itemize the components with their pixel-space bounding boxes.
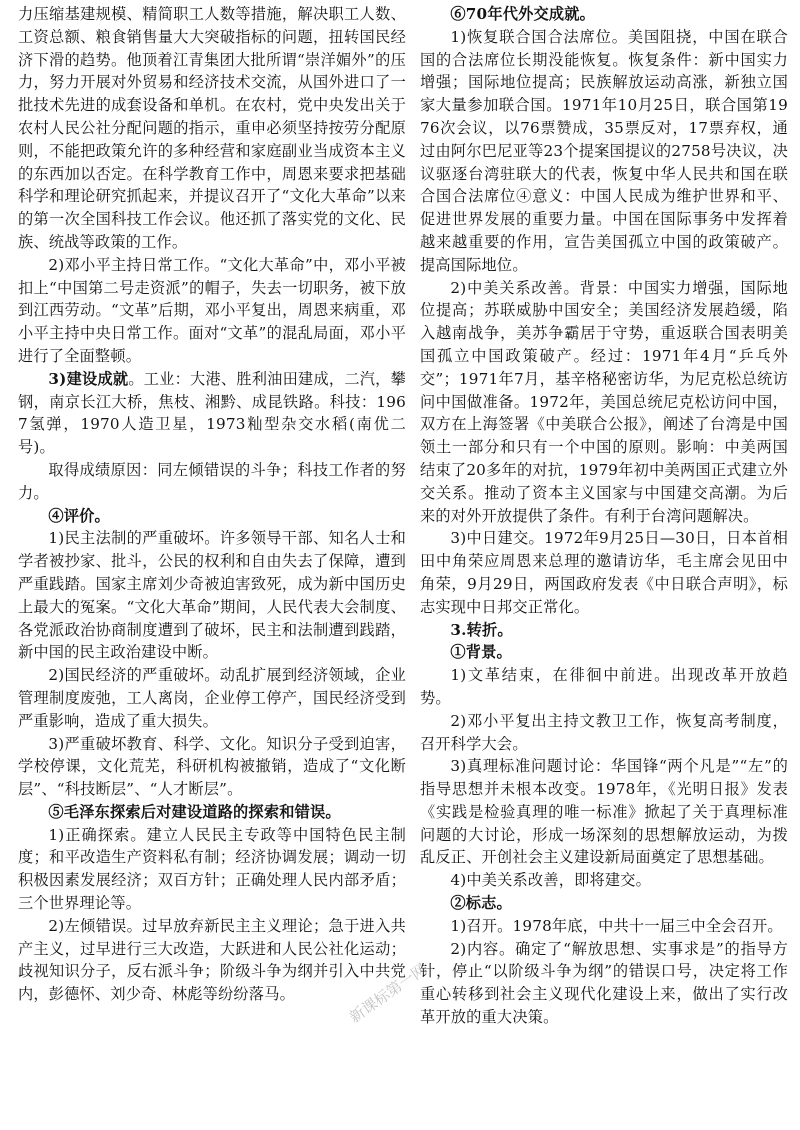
paragraph: 3)严重破坏教育、科学、文化。知识分子受到迫害，学校停课，文化荒芜，科研机构被撤销，造成了“文化断层”、“科技断层”、“人才断层”。 (18, 734, 406, 799)
paragraph: 1)文革结束，在徘徊中前进。出现改革开放趋势。 (420, 666, 788, 707)
paragraph-label: 3)建设成就 (48, 369, 129, 388)
right-column (420, 3, 788, 1029)
paragraph: 3)真理标准问题讨论：华国锋“两个凡是”“左”的指导思想并未根本改变。1978年，《光明日报》发表《实践是检验真理的唯一标准》掀起了关于真理标准问题的大讨论，形成一场深刻的思想解放运动，为拨乱反正、开创社会主义建设新局面奠定了思想基础。 (420, 757, 788, 867)
paragraph: 4)中美关系改善，即将建交。 (450, 871, 652, 890)
section-heading: ⑥70年代外交成就。 (450, 5, 596, 23)
paragraph: 2)邓小平复出主持文教卫工作，恢复高考制度，召开科学大会。 (420, 711, 788, 753)
paragraph: 2)左倾错误。过早放弃新民主主义理论；急于进入共产主义，过早进行三大改造，大跃进和人民公社化运动；歧视知识分子，反右派斗争；阶级斗争为纲并引入中共党内，彭德怀、刘少奇、林彪等纷纷落马。 (18, 916, 406, 1004)
section-heading: 3.转折。 (450, 620, 513, 639)
paragraph: 力压缩基建规模、精简职工人数等措施，解决职工人数、工资总额、粮食销售量大大突破指标的问题，扭转国民经济下滑的趋势。他顶着江青集团大批所谓“崇洋媚外”的压力，努力开展对外贸易和经济技术交流，从国外进口了一批技术先进的成套设备和单机。在农村，党中央发出关于农村人民公社分配问题的指示，重申必须坚持按劳分配原则，不能把政策允许的多种经营和家庭副业当成资本主义的东西加以否定。在科学教育工作中，周恩来要求把基础科学和理论研究抓起来，并提议召开了“文化大革命”以来的第一次全国科技工作会议。他还抓了落实党的文化、民族、统战等政策的工作。 (18, 5, 406, 251)
section-heading: ④评价。 (48, 506, 110, 525)
watermark: 新课标第一网 (346, 960, 431, 1027)
paragraph: 1)召开。1978年底，中共十一届三中全会召开。 (450, 916, 783, 935)
paragraph-text: 。工业：大港、胜利油田建成，二汽，攀钢，南京长江大桥，焦枝、湘黔、成昆铁路。科技：1967氢弹，1970人造卫星，1973籼型杂交水稻(南优二号)。 (18, 369, 406, 457)
paragraph: 2)中美关系改善。背景：中国实力增强，国际地位提高；苏联威胁中国安全；美国经济发展趋缓，陷入越南战争，美苏争霸居于守势，重返联合国表明美国孤立中国政策破产。经过：1971年4月“乒乓外交”；1971年7月，基辛格秘密访华，为尼克松总统访问中国做准备。1972年，美国总统尼克松访问中国，双方在上海签署《中美联合公报》，阐述了台湾是中国领土一部分和只有一个中国的原则。影响：中美两国结束了20多年的对抗，1979年初中美两国正式建立外交关系。推动了资本主义国家与中国建交高潮。为后来的对外开放提供了条件。有利于台湾问题解决。 (420, 278, 788, 525)
paragraph: 取得成绩原因：同左倾错误的斗争；科技工作者的努力。 (18, 460, 406, 502)
left-column (18, 3, 406, 1006)
paragraph: 2)内容。确定了“解放思想、实事求是”的指导方针，停止“以阶级斗争为纲”的错误口号，决定将工作重心转移到社会主义现代化建设上来，做出了实行改革开放的重大决策。 (420, 939, 788, 1027)
paragraph: 1)正确探索。建立人民民主专政等中国特色民主制度；和平改造生产资料私有制；经济协调发展；调动一切积极因素发展经济；双百方针；正确处理人民内部矛盾；三个世界理论等。 (18, 825, 406, 913)
paragraph: 1)民主法制的严重破坏。许多领导干部、知名人士和学者被抄家、批斗，公民的权利和自由失去了保障，遭到严重践踏。国家主席刘少奇被迫害致死，成为新中国历史上最大的冤案。“文化大革命”期间，人民代表大会制度、各党派政治协商制度遭到了破坏，民主和法制遭到践踏，新中国的民主政治建设中断。 (18, 529, 406, 662)
paragraph (18, 368, 406, 459)
paragraph: 2)国民经济的严重破坏。动乱扩展到经济领域，企业管理制度废弛，工人离岗，企业停工停产，国民经济受到严重影响，造成了重大损失。 (18, 666, 406, 730)
paragraph: 3)中日建交。1972年9月25日—30日，日本首相田中角荣应周恩来总理的邀请访华，毛主席会见田中角荣，9月29日，两国政府发表《中日联合声明》，标志实现中日邦交正常化。 (420, 529, 788, 616)
section-heading: ②标志。 (450, 894, 512, 913)
section-heading: ①背景。 (450, 643, 512, 662)
paragraph: 1)恢复联合国合法席位。美国阻挠，中国在联合国的合法席位长期没能恢复。恢复条件：新中国实力增强；国际地位提高；民族解放运动高涨，新独立国家大量参加联合国。1971年10月25日，联合国第1976次会议，以76票赞成，35票反对，17票弃权，通过由阿尔巴尼亚等23个提案国提议的2758号决议，决议驱逐台湾驻联大的代表，恢复中华人民共和国在联合国合法席位④意义：中国人民成为维护世界和平、促进世界发展的重要力量。中国在国际事务中发挥着越来越重要的作用，宣告美国孤立中国的政策破产。提高国际地位。 (420, 27, 788, 274)
section-heading: ⑤毛泽东探索后对建设道路的探索和错误。 (48, 802, 341, 821)
paragraph: 2)邓小平主持日常工作。“文化大革命”中，邓小平被扣上“中国第二号走资派”的帽子，失去一切职务，被下放到江西劳动。“文革”后期，邓小平复出，周恩来病重，邓小平主持中央日常工作。面对“文革”的混乱局面，邓小平进行了全面整顿。 (18, 255, 406, 365)
